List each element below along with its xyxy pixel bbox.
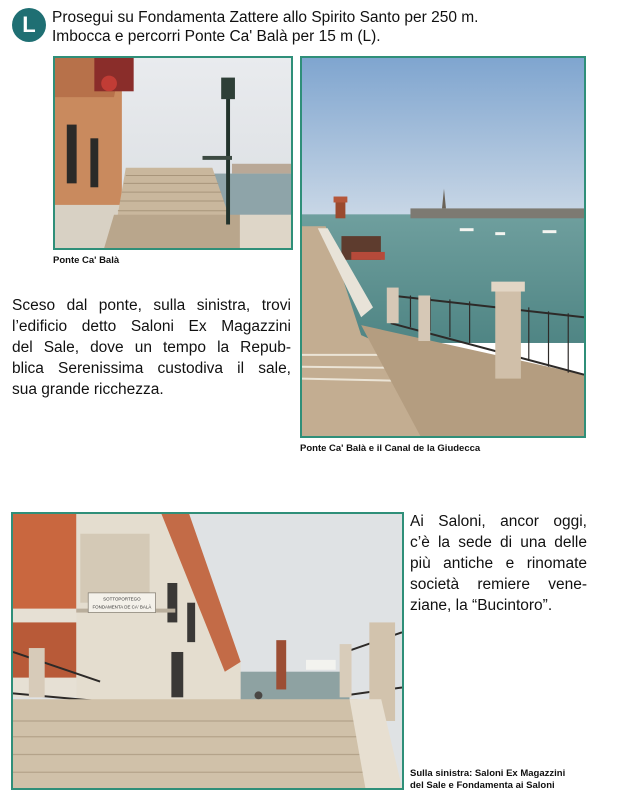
photo-bridge-image [55, 58, 291, 248]
photo-saloni-image [13, 514, 402, 788]
photo-canal [300, 56, 586, 438]
para2-line-4: società remiere vene- [410, 576, 587, 593]
caption-saloni-line-1: Sulla sinistra: Saloni Ex Magazzini [410, 768, 566, 779]
step-instructions [52, 8, 592, 46]
para1-line-5: sua grande ricchezza. [12, 381, 164, 398]
para1-line-4: blica Serenissima custodiva il sale, [12, 360, 291, 377]
caption-saloni-line-2: del Sale e Fondamenta ai Saloni [410, 780, 555, 791]
photo-bridge [53, 56, 293, 250]
caption-canal: Ponte Ca' Balà e il Canal de la Giudecca [300, 443, 481, 454]
para2-line-1: Ai Saloni, ancor oggi, [410, 513, 587, 530]
para1-line-1: Sceso dal ponte, sulla sinistra, trovi [12, 297, 291, 314]
caption-bridge: Ponte Ca' Balà [53, 255, 120, 266]
caption-saloni [410, 768, 565, 792]
sign-line-1: SOTTOPORTEGO [103, 596, 141, 602]
instruction-line-2: Imbocca e percorri Ponte Ca' Balà per 15 m (L). [52, 28, 381, 45]
para2-line-5: ziane, la “Bucintoro”. [410, 597, 553, 614]
para2-line-2: c’è la sede di una delle [410, 534, 587, 551]
para1-line-2: l’edificio detto Saloni Ex Magazzini [12, 318, 291, 335]
photo-saloni [11, 512, 404, 790]
step-badge: L [12, 8, 46, 42]
paragraph-bucintoro [410, 511, 587, 616]
photo-canal-image [302, 58, 584, 436]
instruction-line-1: Prosegui su Fondamenta Zattere allo Spirito Santo per 250 m. [52, 9, 479, 26]
para2-line-3: più antiche e rinomate [410, 555, 587, 572]
para1-line-3: del Sale, dove un tempo la Repub- [12, 339, 291, 356]
sign-line-2: FONDAMENTA DE CA' BALÀ [92, 604, 152, 610]
paragraph-saloni-history [12, 295, 291, 400]
